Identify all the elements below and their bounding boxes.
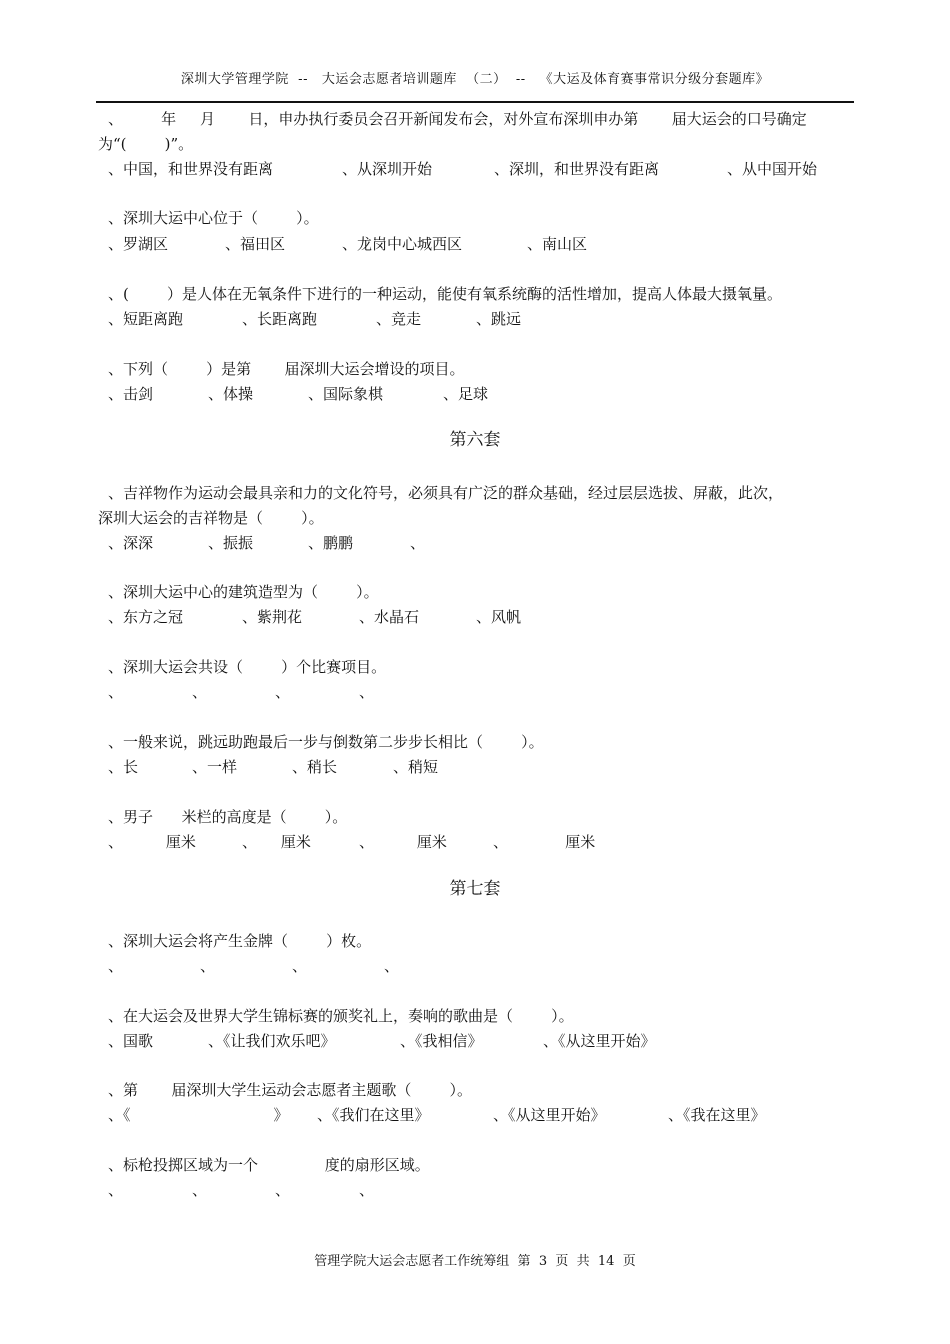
question-stem: 、在大运会及世界大学生锦标赛的颁奖礼上，奏响的歌曲是（ ）。 (108, 1007, 574, 1025)
option-c: 、竞走 (376, 310, 422, 328)
option-c: 、《我相信》 (400, 1032, 483, 1050)
option-c: 、国际象棋 (308, 385, 384, 403)
question-stem: 、( ）是人体在无氧条件下进行的一种运动，能使有氧系统酶的活性增加，提高人体最大摄氧量。 (108, 285, 783, 303)
option-d: 、风帆 (476, 608, 522, 626)
option-c: 、鹏鹏 (308, 534, 354, 552)
option-b: 、长距离跑 (242, 310, 318, 328)
option-c: 、深圳，和世界没有距离 (494, 160, 660, 178)
option-c: 、 (292, 957, 308, 975)
question-stem: 、下列（ ）是第 届深圳大运会增设的项目。 (108, 360, 465, 378)
section-heading: 第六套 (449, 430, 501, 450)
option-a: 、国歌 (108, 1032, 154, 1050)
question-stem: 深圳大运会的吉祥物是（ ）。 (98, 509, 324, 527)
header-rule (96, 101, 854, 103)
question-stem: 、深圳大运中心的建筑造型为（ ）。 (108, 583, 379, 601)
option-c: 、龙岗中心城西区 (342, 235, 463, 253)
option-b: 、 厘米 (242, 833, 311, 851)
question-stem: 、深圳大运会将产生金牌（ ）枚。 (108, 932, 372, 950)
option-b: 、 (200, 957, 216, 975)
question-stem: 、 年 月 日，申办执行委员会召开新闻发布会，对外宣布深圳申办第 届大运会的口号确定 (108, 110, 807, 128)
option-a: 、短距离跑 (108, 310, 184, 328)
option-b: 、体操 (208, 385, 254, 403)
section-heading: 第七套 (449, 879, 501, 899)
option-a: 、长 (108, 758, 139, 776)
option-a: 、 (108, 683, 124, 701)
option-d: 、 (359, 683, 375, 701)
option-a: 、深深 (108, 534, 154, 552)
option-d: 、 (384, 957, 400, 975)
option-a: 、中国，和世界没有距离 (108, 160, 274, 178)
option-a: 、 (108, 1181, 124, 1199)
option-d: 、 (359, 1181, 375, 1199)
option-d: 、《我在这里》 (668, 1106, 766, 1124)
option-c: 、 厘米 (359, 833, 447, 851)
option-d: 、南山区 (527, 235, 588, 253)
option-b: 、 (192, 1181, 208, 1199)
option-d: 、足球 (443, 385, 489, 403)
option-d: 、从中国开始 (727, 160, 818, 178)
option-b: 、《我们在这里》 (317, 1106, 430, 1124)
option-b: 、紫荆花 (242, 608, 303, 626)
option-c: 、稍长 (292, 758, 338, 776)
question-stem: 、第 届深圳大学生运动会志愿者主题歌（ ）。 (108, 1081, 473, 1099)
option-b: 、一样 (192, 758, 238, 776)
question-stem: 、深圳大运中心位于（ ）。 (108, 209, 319, 227)
option-d: 、《从这里开始》 (543, 1032, 656, 1050)
option-b: 、振振 (208, 534, 254, 552)
option-b: 、《让我们欢乐吧》 (208, 1032, 336, 1050)
question-stem: 为“( )”。 (98, 135, 194, 153)
option-c: 、 (275, 683, 291, 701)
option-c: 、水晶石 (359, 608, 420, 626)
option-a: 、罗湖区 (108, 235, 169, 253)
page-footer: 管理学院大运会志愿者工作统筹组 第 3 页 共 14 页 (314, 1254, 636, 1269)
option-d: 、 (410, 534, 426, 552)
option-b: 、从深圳开始 (342, 160, 433, 178)
option-a: 、击剑 (108, 385, 154, 403)
option-c: 、 (275, 1181, 291, 1199)
option-b: 、 (192, 683, 208, 701)
option-d: 、稍短 (393, 758, 439, 776)
option-d: 、 厘米 (493, 833, 596, 851)
question-stem: 、深圳大运会共设（ ）个比赛项目。 (108, 658, 387, 676)
question-stem: 、吉祥物作为运动会最具亲和力的文化符号，必须具有广泛的群众基础，经过层层选拔、屏蔽，此次， (108, 484, 784, 502)
page-header: 深圳大学管理学院 -- 大运会志愿者培训题库 （二） -- 《大运及体育赛事常识分级分套题库》 (180, 72, 770, 87)
option-d: 、跳远 (476, 310, 522, 328)
option-a: 、 (108, 957, 124, 975)
option-c: 、《从这里开始》 (493, 1106, 606, 1124)
question-stem: 、一般来说，跳远助跑最后一步与倒数第二步步长相比（ ）。 (108, 733, 544, 751)
option-b: 、福田区 (225, 235, 286, 253)
option-a: 、 厘米 (108, 833, 196, 851)
question-stem: 、标枪投掷区域为一个 度的扇形区域。 (108, 1156, 430, 1174)
option-a: 、《 》 (108, 1106, 289, 1124)
option-a: 、东方之冠 (108, 608, 184, 626)
question-stem: 、男子 米栏的高度是（ ）。 (108, 808, 348, 826)
